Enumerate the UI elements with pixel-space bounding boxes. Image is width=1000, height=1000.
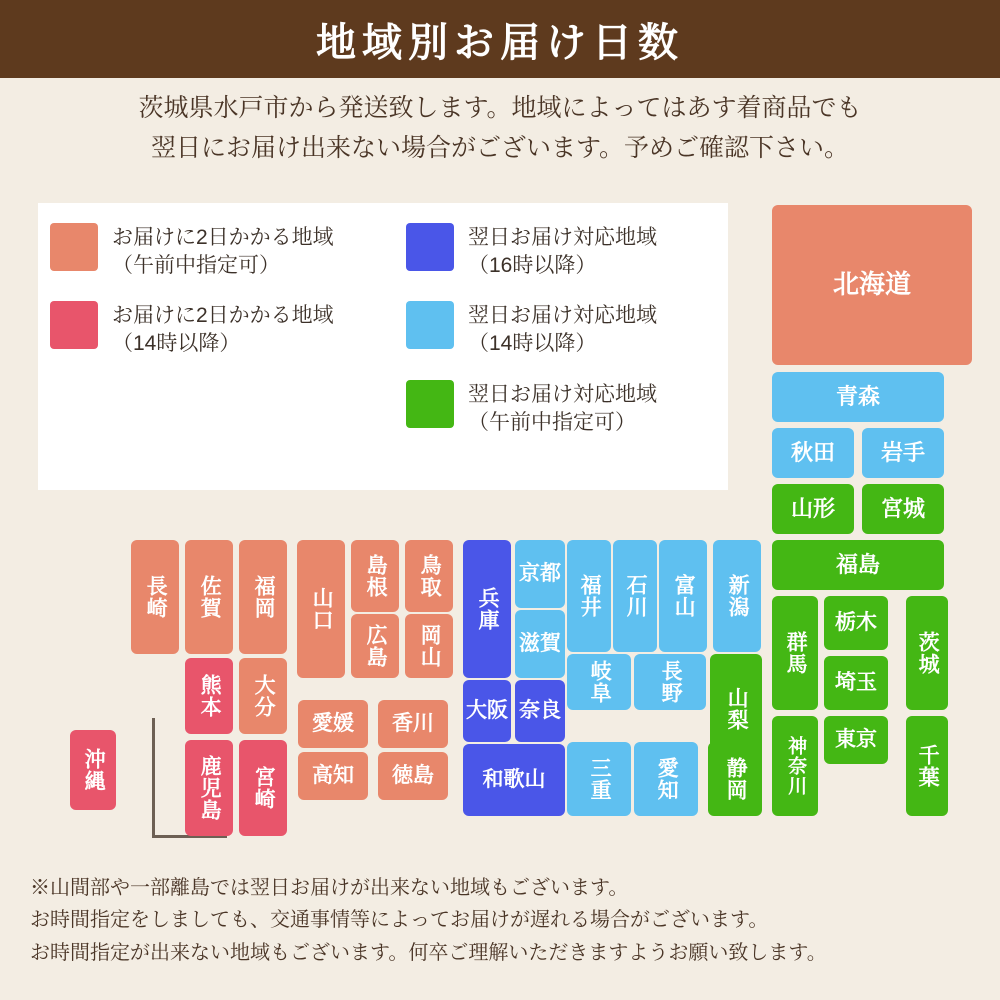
- prefecture-label: 千葉: [916, 744, 940, 788]
- prefecture-tile: [613, 540, 657, 652]
- legend-label-line2: （14時以降）: [112, 332, 241, 356]
- prefecture-tile: [378, 752, 448, 800]
- prefecture-label: 神奈川: [785, 736, 807, 796]
- prefecture-tile: [131, 540, 179, 654]
- legend-label-line2: （午前中指定可）: [112, 253, 280, 277]
- prefecture-label: 広島: [364, 624, 388, 668]
- prefecture-tile: [463, 540, 511, 678]
- prefecture-label: 富山: [672, 574, 696, 618]
- prefecture-label: 東京: [835, 727, 877, 751]
- prefecture-label: 山口: [310, 587, 334, 631]
- prefecture-label: 長崎: [144, 575, 168, 619]
- prefecture-label: 佐賀: [198, 575, 222, 619]
- prefecture-tile: [634, 742, 698, 816]
- prefecture-tile: [772, 372, 944, 422]
- okinawa-bracket-vertical: [152, 718, 155, 838]
- lead-line-2: 翌日にお届け出来ない場合がございます。予めご確認下さい。: [150, 134, 849, 162]
- prefecture-tile: [567, 742, 631, 816]
- footnote-line-2: お時間指定をしましても、交通事情等によってお届けが遅れる場合がございます。: [30, 909, 769, 932]
- prefecture-label: 福井: [578, 574, 602, 618]
- prefecture-tile: [906, 716, 948, 816]
- prefecture-tile: [634, 654, 706, 710]
- prefecture-tile: [70, 730, 116, 810]
- prefecture-label: 奈良: [519, 698, 561, 722]
- prefecture-tile: [862, 428, 944, 478]
- prefecture-label: 大阪: [466, 698, 508, 722]
- prefecture-label: 宮城: [880, 496, 925, 522]
- prefecture-tile: [185, 740, 233, 836]
- legend-label-line2: （午前中指定可）: [468, 410, 636, 434]
- prefecture-label: 宮崎: [252, 766, 276, 810]
- prefecture-tile: [824, 656, 888, 710]
- prefecture-label: 高知: [312, 763, 354, 787]
- footnote-line-1: ※山間部や一部離島では翌日お届けが出来ない地域もございます。: [30, 877, 629, 899]
- prefecture-tile: [351, 540, 399, 612]
- prefecture-tile: [239, 658, 287, 734]
- prefecture-label: 静岡: [724, 757, 748, 801]
- prefecture-tile: [185, 658, 233, 734]
- prefecture-tile: [185, 540, 233, 654]
- prefecture-label: 秋田: [790, 440, 835, 466]
- prefecture-tile: [351, 614, 399, 678]
- legend-label-line1: お届けに2日かかる地域: [112, 304, 334, 328]
- prefecture-label: 福島: [835, 552, 880, 578]
- legend-label-line1: お届けに2日かかる地域: [112, 226, 334, 249]
- prefecture-tile: [772, 484, 854, 534]
- prefecture-tile: [239, 740, 287, 836]
- prefecture-label: 三重: [588, 757, 612, 801]
- prefecture-label: 鳥取: [418, 554, 442, 598]
- lead-line-1: 茨城県水戸市から発送致します。地域によってはあす着商品でも: [138, 94, 862, 122]
- prefecture-label: 岡山: [418, 624, 442, 668]
- prefecture-label: 沖縄: [82, 748, 106, 792]
- prefecture-label: 茨城: [916, 631, 940, 675]
- prefecture-label: 群馬: [784, 631, 808, 675]
- prefecture-tile: [405, 614, 453, 678]
- prefecture-label: 山形: [790, 496, 835, 522]
- prefecture-label: 滋賀: [519, 631, 561, 655]
- legend-label-line2: （14時以降）: [468, 332, 597, 356]
- prefecture-tile: [708, 742, 762, 816]
- prefecture-tile: [297, 540, 345, 678]
- prefecture-tile: [298, 752, 368, 800]
- prefecture-label: 島根: [364, 554, 388, 598]
- prefecture-label: 兵庫: [476, 587, 500, 631]
- prefecture-label: 徳島: [392, 763, 434, 787]
- prefecture-tile: [906, 596, 948, 710]
- prefecture-tile: [713, 540, 761, 652]
- prefecture-tile: [659, 540, 707, 652]
- prefecture-label: 新潟: [726, 574, 750, 618]
- prefecture-label: 愛知: [655, 757, 679, 801]
- prefecture-tile: [298, 700, 368, 748]
- prefecture-tile: [824, 716, 888, 764]
- prefecture-tile: [824, 596, 888, 650]
- prefecture-tile: [239, 540, 287, 654]
- footnote-line-3: お時間指定が出来ない地域もございます。何卒ご理解いただきますようお願い致します。: [30, 941, 827, 964]
- prefecture-label: 大分: [252, 674, 276, 718]
- footnotes: [30, 872, 980, 969]
- legend-label-line1: 翌日お届け対応地域: [468, 226, 657, 249]
- legend-label-line2: （16時以降）: [468, 253, 597, 277]
- prefecture-label: 熊本: [198, 674, 222, 718]
- prefecture-label: 香川: [392, 711, 434, 735]
- prefecture-tile: [463, 744, 565, 816]
- prefecture-label: 長野: [659, 660, 683, 704]
- page-title: 地域別お届け日数: [316, 20, 684, 65]
- prefecture-label: 岩手: [880, 440, 925, 466]
- legend-label-line1: 翌日お届け対応地域: [468, 304, 657, 328]
- prefecture-tile: [772, 596, 818, 710]
- prefecture-label: 栃木: [835, 610, 877, 634]
- prefecture-tile: [772, 205, 972, 365]
- prefecture-label: 鹿児島: [198, 755, 222, 821]
- prefecture-tile: [772, 428, 854, 478]
- prefecture-label: 岐阜: [588, 660, 612, 704]
- prefecture-tile: [405, 540, 453, 612]
- prefecture-label: 青森: [835, 384, 880, 410]
- prefecture-label: 和歌山: [482, 767, 546, 791]
- prefecture-label: 石川: [624, 574, 648, 618]
- prefecture-label: 愛媛: [312, 711, 354, 735]
- legend-label-line1: 翌日お届け対応地域: [468, 382, 657, 406]
- prefecture-label: 埼玉: [835, 670, 877, 694]
- prefecture-tile: [772, 716, 818, 816]
- prefecture-label: 京都: [519, 561, 561, 585]
- prefecture-tile: [515, 540, 565, 608]
- prefecture-tile: [862, 484, 944, 534]
- prefecture-label: 福岡: [252, 575, 276, 619]
- prefecture-label: 山梨: [725, 687, 749, 731]
- prefecture-tile: [515, 610, 565, 678]
- prefecture-tile: [463, 680, 511, 742]
- prefecture-tile: [772, 540, 944, 590]
- prefecture-label: 北海道: [832, 269, 911, 300]
- prefecture-tile: [378, 700, 448, 748]
- prefecture-tile: [567, 540, 611, 652]
- prefecture-tile: [515, 680, 565, 742]
- prefecture-tile: [567, 654, 631, 710]
